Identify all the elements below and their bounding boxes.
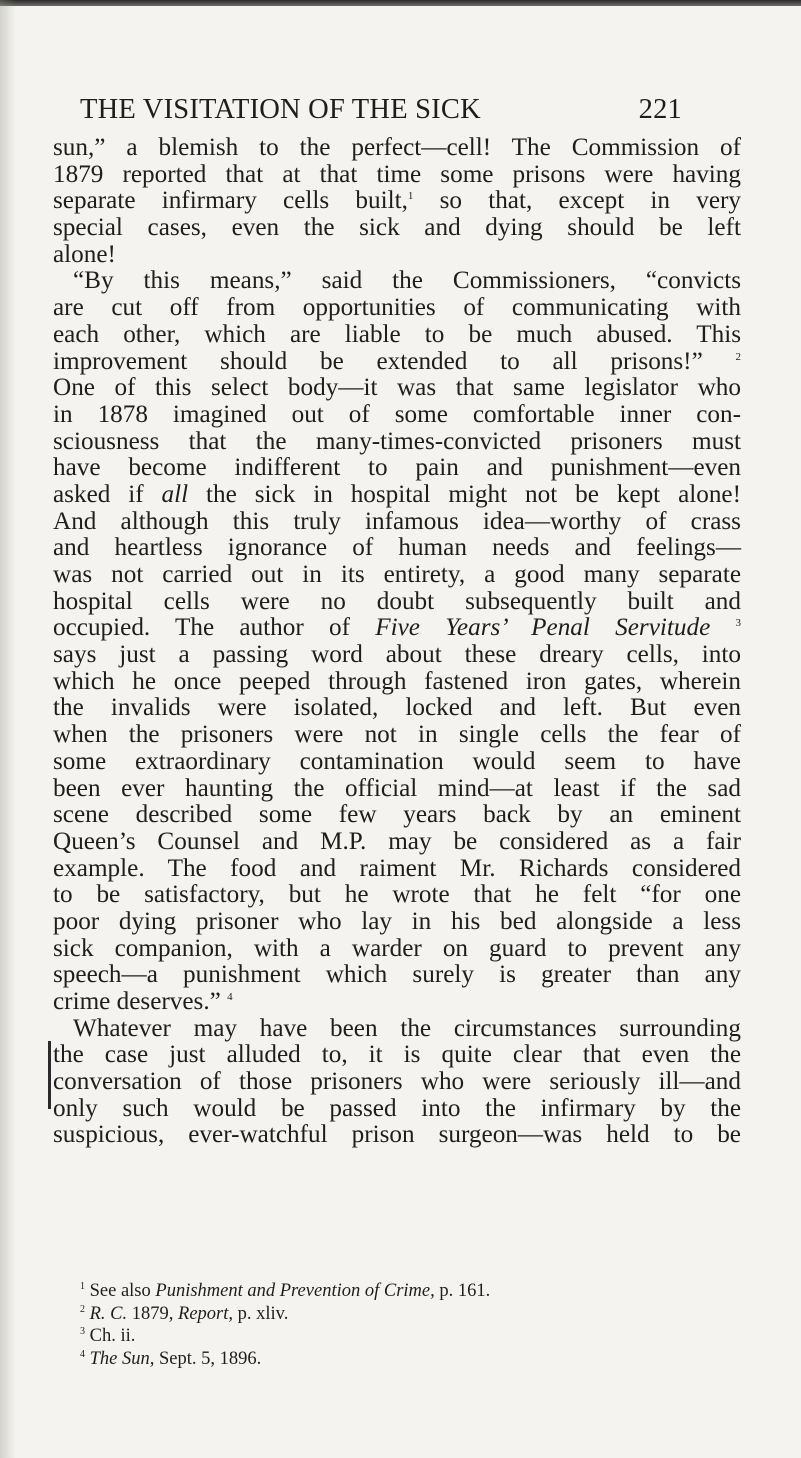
text-line: the case just alluded to, it is quite clear that even the: [53, 1041, 741, 1069]
text-line: and heartless ignorance of human needs and feelings—: [53, 534, 741, 562]
text-line: are cut off from opportunities of communicating with: [53, 294, 741, 322]
text-line: hospital cells were no doubt subsequently built and: [53, 587, 741, 615]
body-text: [53, 135, 741, 1149]
text-line: crime deserves.” $^4$: [53, 988, 233, 1015]
text-line: example. The food and raiment Mr. Richards considered: [53, 854, 741, 882]
footnote-ref-2: 2: [735, 350, 742, 363]
book-title: Five Years’ Penal Servitude: [375, 614, 711, 642]
emphasis: all: [161, 480, 189, 508]
text-line: separate infirmary cells built,$^1$ so that, except in very: [53, 187, 741, 215]
text-line: sun,” a blemish to the perfect—cell! The Commission of: [53, 134, 741, 161]
text-line: suspicious, ever-watchful prison surgeon—was held to be: [53, 1121, 741, 1149]
text-line: sciousness that the many-times-convicted prisoners must: [53, 427, 741, 455]
footnote-4: $^4$ The Sun, Sept. 5, 1896.: [80, 1348, 262, 1369]
text-line: scene described some few years back by an eminent: [53, 801, 741, 829]
text-line: which he once peeped through fastened iron gates, wherein: [53, 667, 741, 695]
footnote-2: $^2$ R. C. 1879, Report, p. xliv.: [80, 1303, 289, 1324]
text-line: when the prisoners were not in single cells the fear of: [53, 721, 741, 749]
top-edge-rule: [0, 0, 801, 6]
text-line: improvement should be extended to all prisons!” $^2$: [53, 347, 742, 375]
text-line: Whatever may have been the circumstances surrounding: [73, 1014, 741, 1042]
text-line: special cases, even the sick and dying should be left: [53, 214, 741, 242]
margin-bar: [48, 1041, 51, 1109]
text-line: says just a passing word about these dreary cells, into: [53, 641, 741, 669]
text-line: conversation of those prisoners who were seriously ill—and: [53, 1068, 741, 1096]
text-line: been ever haunting the official mind—at least if the sad: [53, 774, 741, 802]
text-line: was not carried out in its entirety, a good many separate: [53, 561, 741, 588]
text-line: in 1878 imagined out of some comfortable inner con-: [53, 400, 741, 428]
text-line: poor dying prisoner who lay in his bed alongside a less: [53, 907, 741, 935]
text-line: One of this select body—it was that same legislator who: [53, 374, 741, 402]
text-line: 1879 reported that at that time some prisons were having: [53, 160, 741, 188]
text-line: sick companion, with a warder on guard to prevent any: [53, 934, 741, 962]
text-line: occupied. The author of Five Years’ Penal Servitude $^3$: [53, 614, 741, 642]
binding-shadow: [0, 0, 16, 1458]
text-line: each other, which are liable to be much abused. This: [53, 320, 741, 348]
footnote-ref-3: 3: [735, 617, 741, 630]
text-line: Queen’s Counsel and M.P. may be considered as a fair: [53, 827, 741, 855]
text-line: alone!: [53, 240, 116, 268]
running-title: THE VISITATION OF THE SICK: [80, 94, 481, 125]
page-number: 221: [638, 94, 682, 125]
text-line: “By this means,” said the Commissioners, “convicts: [73, 267, 741, 295]
text-line: some extraordinary contamination would seem to have: [53, 747, 741, 775]
text-line: speech—a punishment which surely is greater than any: [53, 961, 741, 989]
text-line: only such would be passed into the infirmary by the: [53, 1094, 741, 1122]
footnote-1: $^1$ See also Punishment and Prevention of Crime, p. 161.: [80, 1281, 491, 1301]
footnote-3: $^3$ Ch. ii.: [80, 1326, 136, 1346]
text-line: have become indifferent to pain and punishment—even: [53, 454, 741, 482]
text-line: asked if all the sick in hospital might not be kept alone!: [53, 480, 741, 508]
footnotes: [80, 1280, 700, 1370]
footnote-ref-4: 4: [227, 991, 233, 1003]
footnote-ref-1: 1: [407, 190, 414, 203]
text-line: And although this truly infamous idea—worthy of crass: [53, 507, 741, 535]
text-line: the invalids were isolated, locked and left. But even: [53, 694, 741, 722]
text-line: to be satisfactory, but he wrote that he felt “for one: [53, 881, 741, 909]
